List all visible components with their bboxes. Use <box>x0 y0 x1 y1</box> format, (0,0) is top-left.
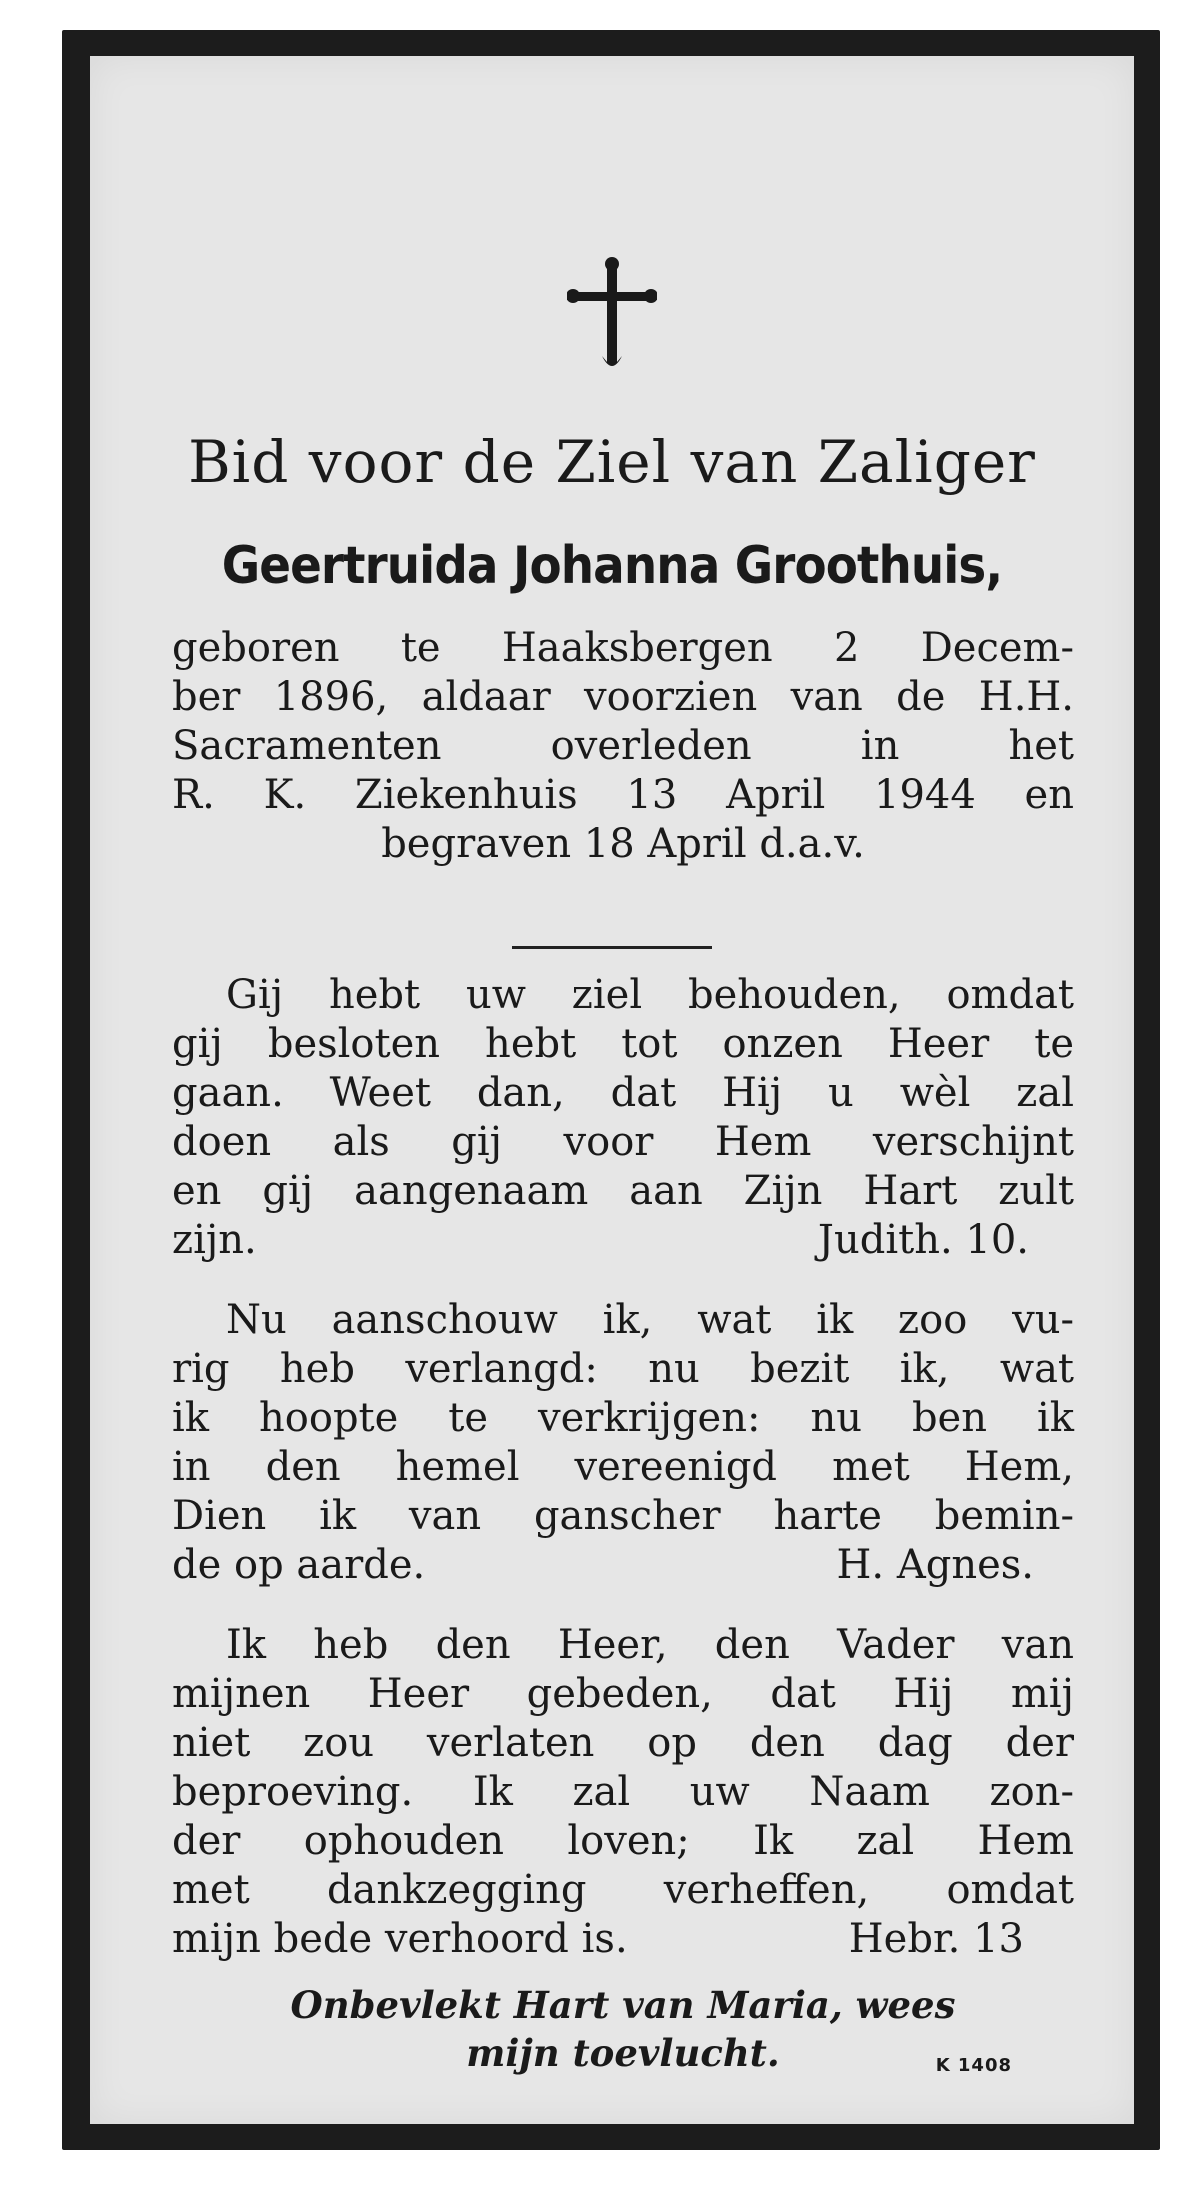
verse-line: beproeving. Ik zal uw Naam zon- <box>172 1769 1074 1815</box>
biography-line: begraven 18 April d.a.v. <box>381 821 865 867</box>
verse-line: in den hemel vereenigd met Hem, <box>172 1444 1074 1490</box>
memorial-card-border <box>62 30 1160 2150</box>
biography-line: geboren te Haaksbergen 2 Decem- <box>172 625 1074 671</box>
verse-reference: Judith. 10. <box>817 1217 1029 1263</box>
prayer-heading: Bid voor de Ziel van Zaliger <box>188 428 1036 496</box>
verse-line: met dankzegging verheffen, omdat <box>172 1867 1074 1913</box>
verse-line: gaan. Weet dan, dat Hij u wèl zal <box>172 1070 1074 1116</box>
verse-line: Dien ik van ganscher harte bemin- <box>172 1493 1074 1539</box>
biography-line: Sacramenten overleden in het <box>172 723 1074 769</box>
verse-line-end: zijn. <box>172 1217 257 1263</box>
closing-line: mijn toevlucht. <box>466 2031 780 2075</box>
verse-line-end: de op aarde. <box>172 1542 426 1588</box>
verse-line-end: mijn bede verhoord is. <box>172 1916 628 1962</box>
verse-line: rig heb verlangd: nu bezit ik, wat <box>172 1346 1074 1392</box>
cross-icon <box>567 256 657 376</box>
verse-line: Ik heb den Heer, den Vader van <box>226 1622 1074 1668</box>
verse-hebrews <box>172 1621 1074 1964</box>
verse-line: ik hoopte te verkrijgen: nu ben ik <box>172 1395 1074 1441</box>
verse-reference: Hebr. 13 <box>848 1916 1024 1962</box>
verse-line: mijnen Heer gebeden, dat Hij mij <box>172 1671 1074 1717</box>
verse-reference: H. Agnes. <box>836 1542 1034 1588</box>
verse-line: doen als gij voor Hem verschijnt <box>172 1119 1074 1165</box>
verse-judith <box>172 971 1074 1265</box>
verse-line: der ophouden loven; Ik zal Hem <box>172 1818 1074 1864</box>
divider-line <box>512 946 712 949</box>
print-code: K 1408 <box>935 2055 1012 2076</box>
verse-last-line <box>172 1915 1074 1964</box>
verse-line: Nu aanschouw ik, wat ik zoo vu- <box>226 1297 1074 1343</box>
biography-paragraph <box>172 624 1074 869</box>
verse-line: niet zou verlaten op den dag der <box>172 1720 1074 1766</box>
verse-line: Gij hebt uw ziel behouden, omdat <box>226 972 1074 1018</box>
closing-line: Onbevlekt Hart van Maria, wees <box>290 1983 956 2027</box>
biography-line: ber 1896, aldaar voorzien van de H.H. <box>172 674 1074 720</box>
verse-agnes <box>172 1296 1074 1590</box>
verse-line: gij besloten hebt tot onzen Heer te <box>172 1021 1074 1067</box>
deceased-name: Geertruida Johanna Groothuis, <box>221 536 1003 596</box>
verse-line: en gij aangenaam aan Zijn Hart zult <box>172 1168 1074 1214</box>
memorial-card <box>90 56 1134 2124</box>
verse-last-line <box>172 1216 1074 1265</box>
verse-last-line <box>172 1541 1074 1590</box>
biography-line: R. K. Ziekenhuis 13 April 1944 en <box>172 772 1074 818</box>
